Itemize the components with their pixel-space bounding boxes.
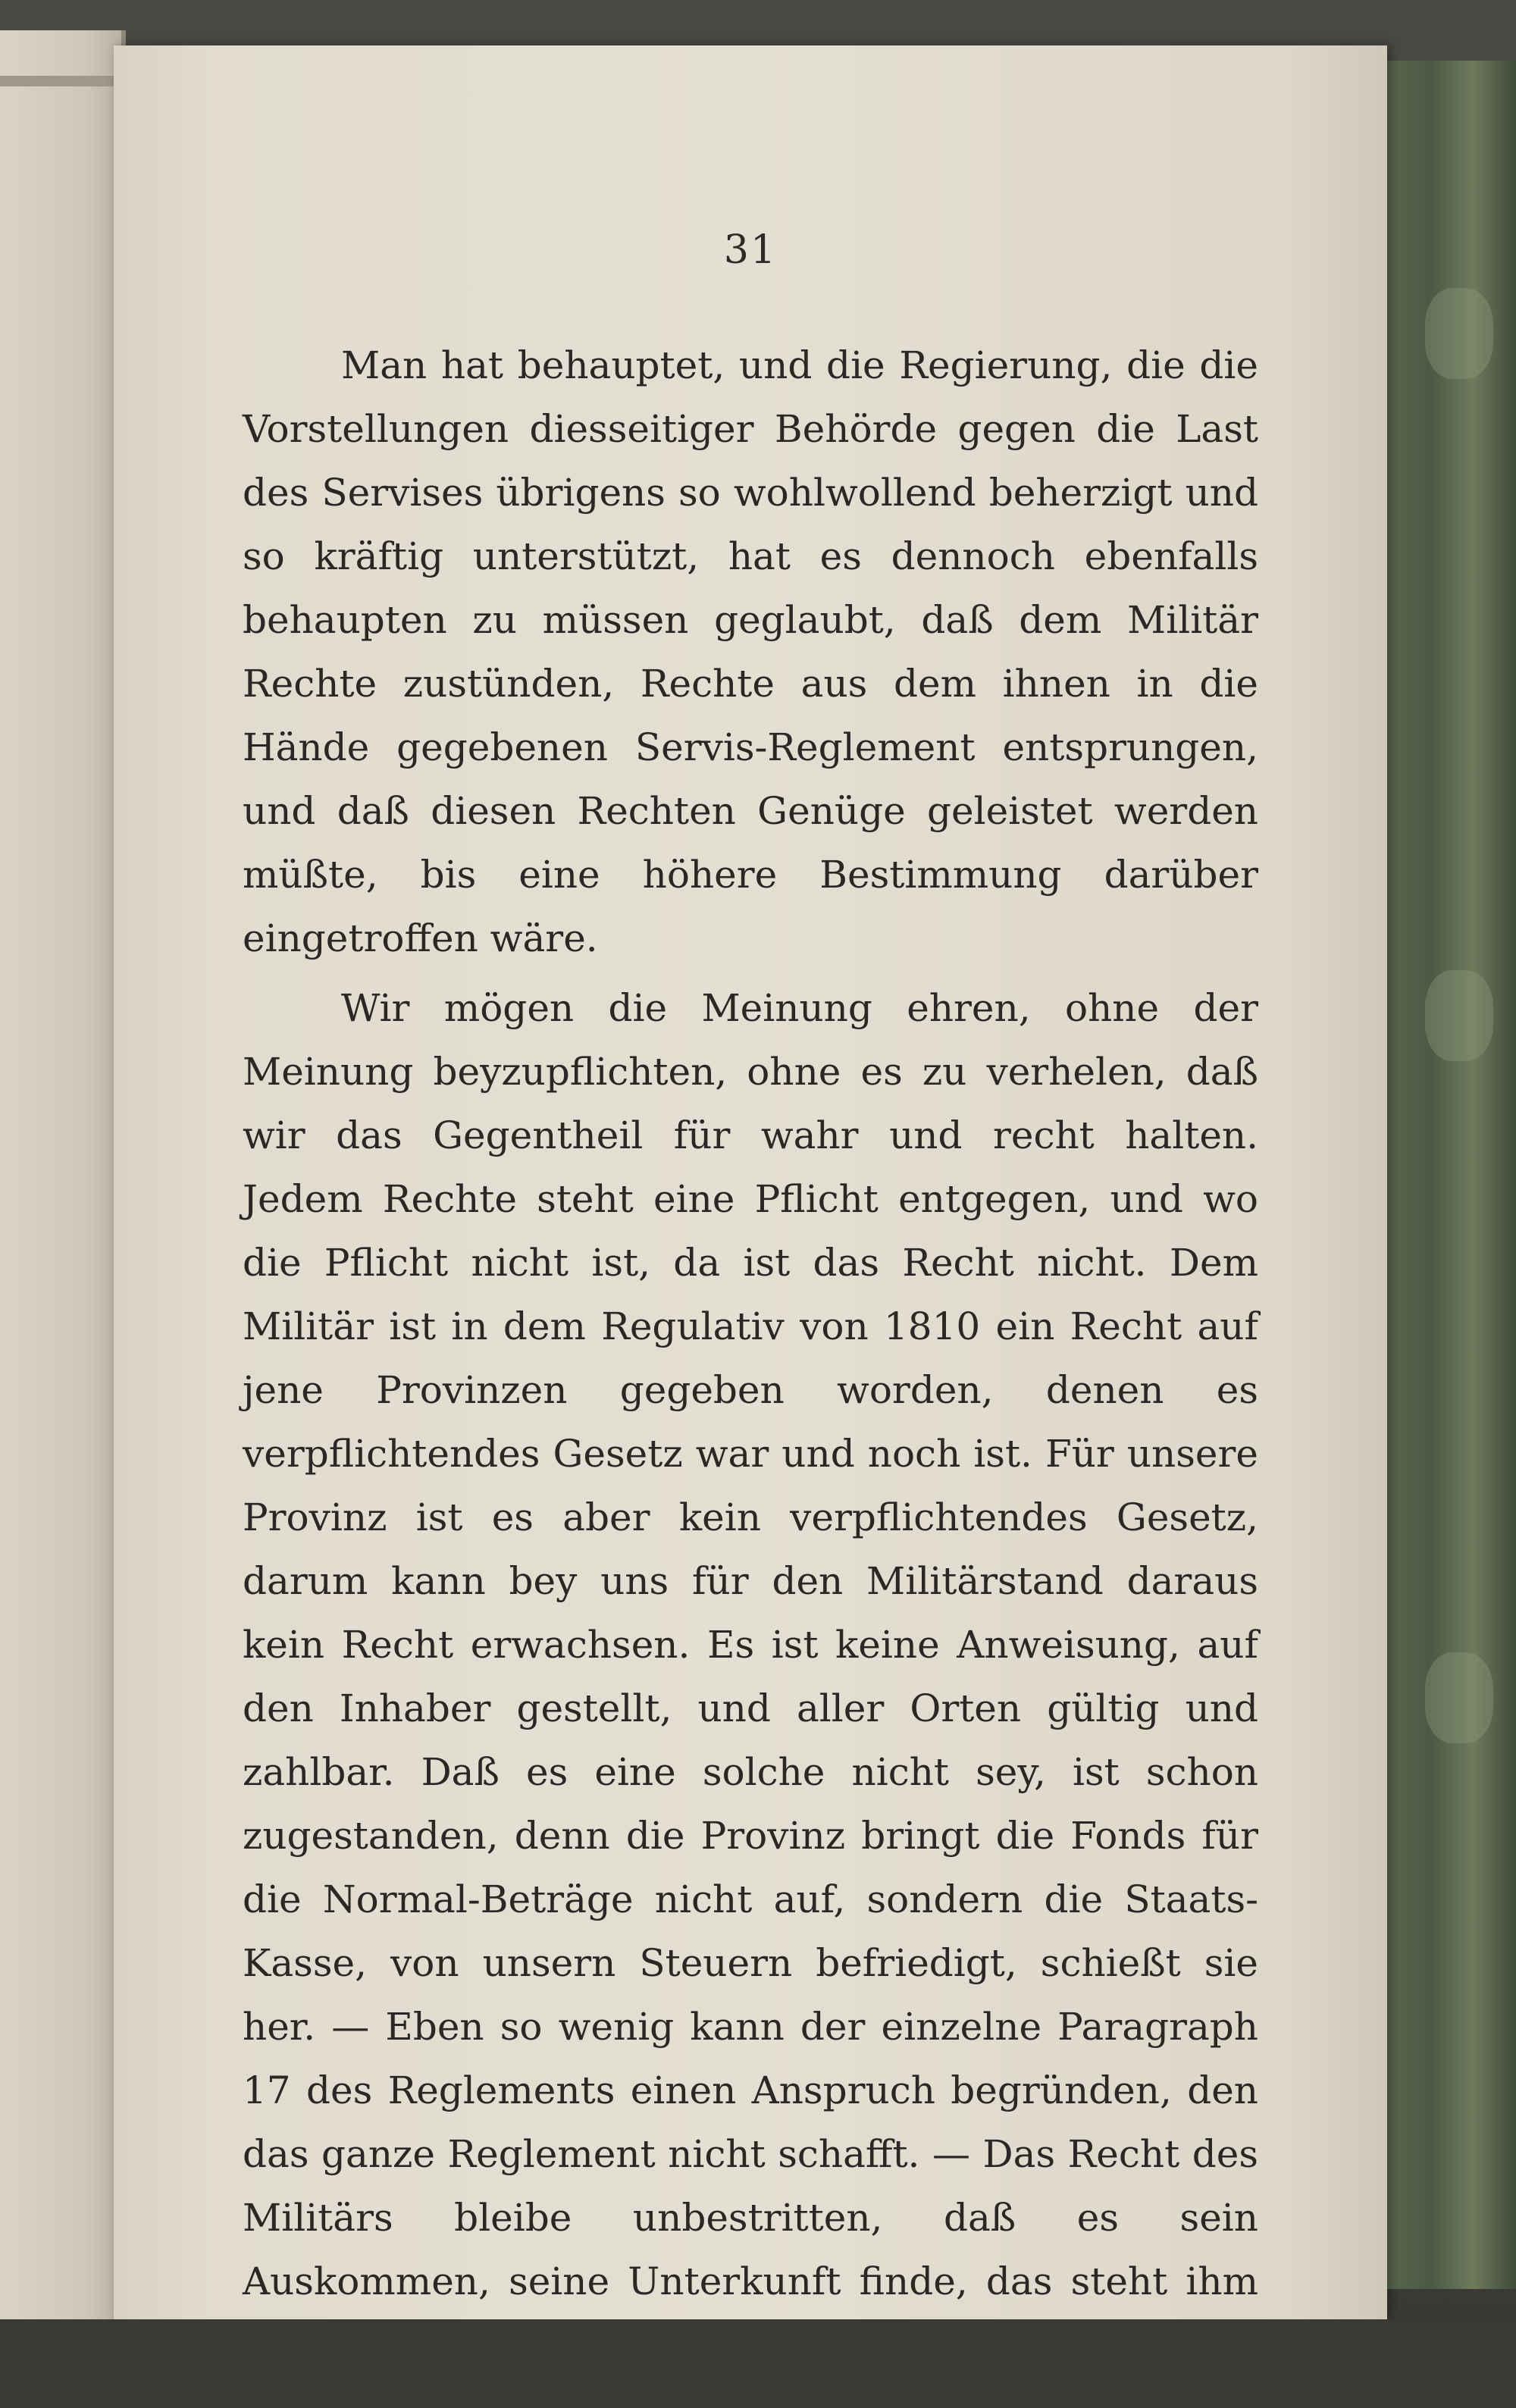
paragraph: Wir mögen die Meinung ehren, ohne der Meinung beyzupflichten, ohne es zu verhelen, daß wir das Gegentheil für wahr und recht halten. Jedem Rechte steht eine Pflicht entgegen, und wo die Pflicht nicht ist, da ist das Recht nicht. Dem Militär ist in dem Regulativ von 1810 ein Recht auf jene Provinzen gegeben worden, denen es verpflichtendes Gesetz war und noch ist. Für unsere Provinz ist es aber kein verpflichtendes Gesetz, darum kann bey uns für den Militärstand daraus kein Recht erwachsen. Es ist keine Anweisung, auf den Inhaber gestellt, und aller Orten gültig und zahlbar. Daß es eine solche nicht sey, ist schon zugestanden, denn die Provinz bringt die Fonds für die Normal-Beträge nicht auf, sondern die Staats-Kasse, von unsern Steuern befriedigt, schießt sie her. — Eben so wenig kann der einzelne Paragraph 17 des Reglements einen Anspruch begründen, den das ganze Reglement nicht schafft. — Das Recht des Militärs bleibe unbestritten, daß es sein Auskommen, seine Unterkunft finde, das steht ihm	[243, 986, 1258, 2303]
page-number: 31	[723, 227, 778, 273]
page-text	[243, 333, 1258, 2377]
paragraph: Man hat behauptet, und die Regierung, die die Vorstellungen diesseitiger Behörde gegen die Last des Servises übrigens so wohlwollend beherzigt und so kräftig unterstützt, hat es dennoch ebenfalls behaupten zu müssen geglaubt, daß dem Militär Rechte zustünden, Rechte aus dem ihnen in die Hände gegebenen Servis-Reglement entsprungen, und daß diesen Rechten Genüge geleistet werden müßte, bis eine höhere Bestimmung darüber eingetroffen wäre.	[243, 343, 1258, 960]
cover-marbling	[1425, 1652, 1493, 1743]
cover-marbling	[1425, 288, 1493, 379]
left-page-binding	[0, 76, 114, 86]
book-cover-edge	[1372, 61, 1516, 2289]
scan-background	[0, 2319, 1516, 2408]
book-page	[114, 45, 1387, 2319]
left-page-edge	[0, 30, 126, 2408]
cover-marbling	[1425, 970, 1493, 1061]
